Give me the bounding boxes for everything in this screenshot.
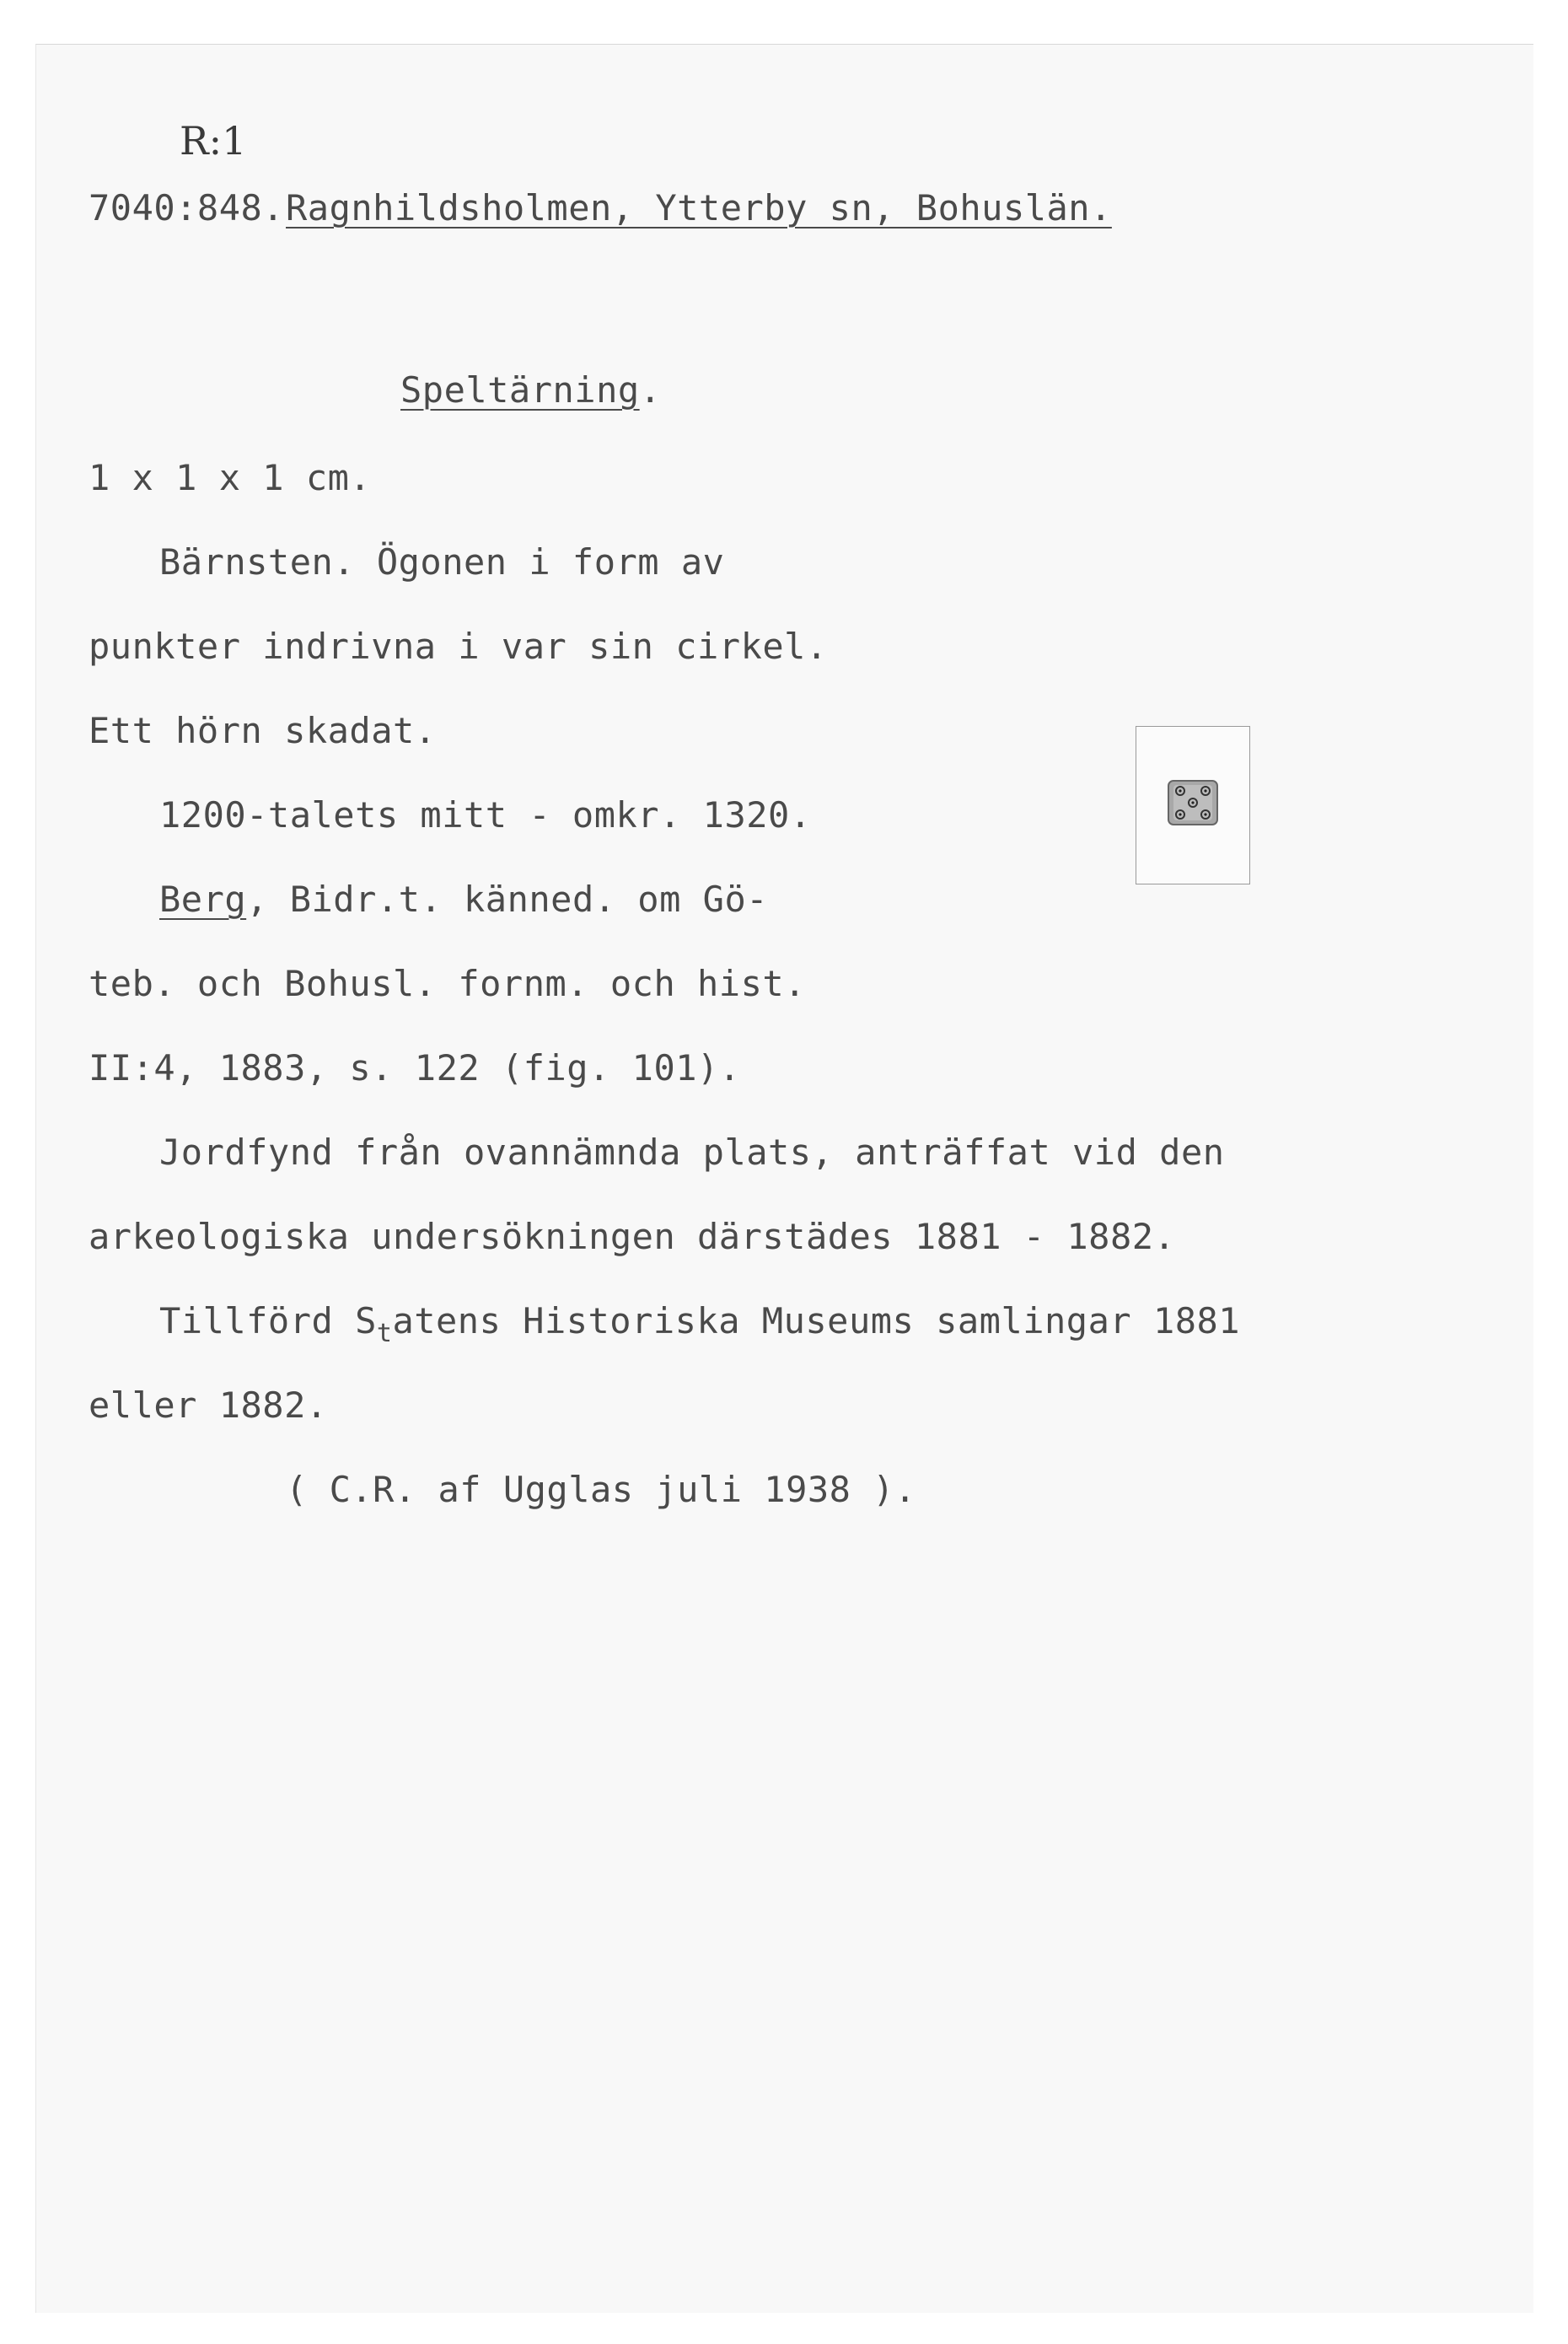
description-line-2: punkter indrivna i var sin cirkel.: [89, 626, 828, 667]
object-title-line: [400, 370, 661, 411]
object-title: Speltärning: [400, 369, 640, 411]
acquisition-line-1-post: atens Historiska Museums samlingar 1881: [392, 1300, 1241, 1341]
acquisition-line-1-sub: t: [376, 1319, 393, 1348]
dimensions: 1 x 1 x 1 cm.: [89, 457, 372, 498]
find-line-2: arkeologiska undersökningen därstädes 1881 - 1882.: [89, 1216, 1176, 1257]
object-title-end: .: [639, 369, 662, 411]
acquisition-line-1-pre: Tillförd S: [159, 1300, 377, 1341]
description-line-3: Ett hörn skadat.: [89, 710, 437, 751]
reference-line-3: II:4, 1883, s. 122 (fig. 101).: [89, 1047, 741, 1089]
dating: 1200-talets mitt - omkr. 1320.: [159, 794, 812, 836]
signature: ( C.R. af Ugglas juli 1938 ).: [286, 1469, 916, 1510]
reference-line-1: [159, 879, 768, 920]
catalogue-number: 7040:848.: [89, 187, 285, 228]
locality: Ragnhildsholmen, Ytterby sn, Bohuslän.: [286, 187, 1112, 228]
acquisition-line-1: [159, 1301, 1240, 1346]
find-line-1: Jordfynd från ovannämnda plats, anträffat vid den: [159, 1132, 1225, 1173]
description-line-1: Bärnsten. Ögonen i form av: [159, 541, 725, 583]
reference-line-1-rest: , Bidr.t. känned. om Gö-: [246, 879, 769, 920]
corner-mark: R:1: [180, 118, 247, 164]
object-photo: [1136, 726, 1250, 884]
reference-author: Berg: [159, 879, 247, 920]
die-icon: [1167, 777, 1221, 828]
acquisition-line-2: eller 1882.: [89, 1384, 328, 1426]
reference-line-2: teb. och Bohusl. fornm. och hist.: [89, 963, 806, 1004]
catalogue-card: [35, 44, 1533, 2313]
